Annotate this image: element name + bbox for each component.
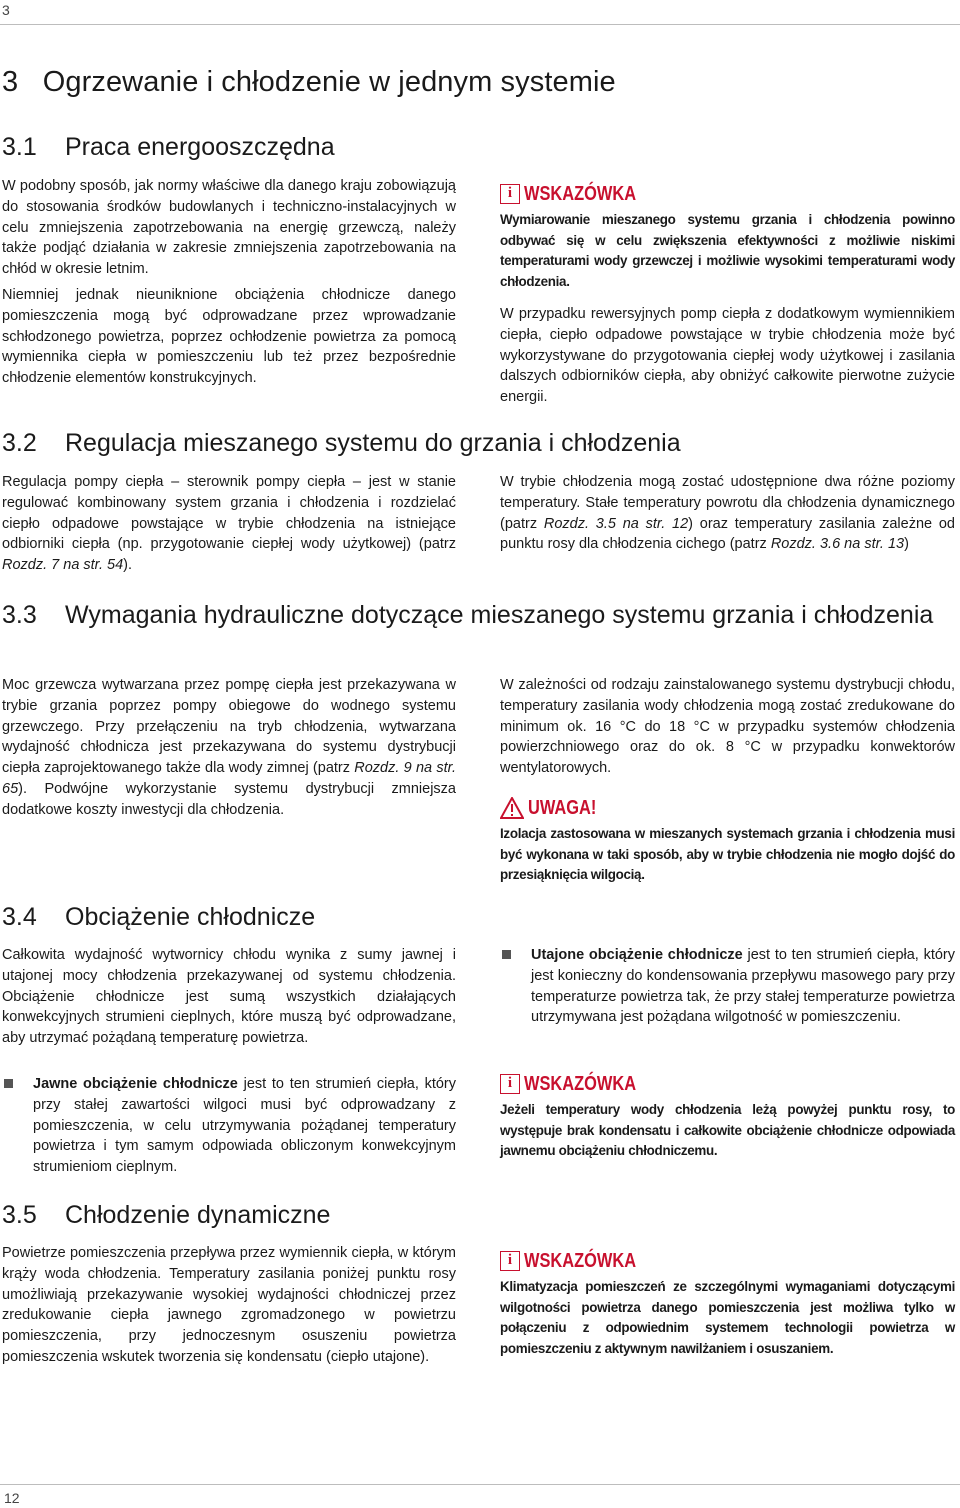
text: ): [904, 536, 909, 553]
s31-note: [500, 182, 955, 292]
list-item-text: [531, 945, 955, 1028]
section-3-2-heading: [2, 429, 681, 458]
text: jest to ten strumień ciepła, który jest konieczny do kondensowania przepływu masowego pary przy temperaturze powietrza tak, że przy stałej temperaturze powietrza utrzymywana jest pożądana wilgotność w pomieszczeniu.: [531, 947, 956, 1026]
text: ). Podwójne wykorzystanie systemu dystrybucji zmniejsza dodatkowe koszty inwestycji dla chłodzenia.: [2, 780, 456, 818]
cross-reference-link[interactable]: Rozdz. 3.6 na str. 13: [770, 536, 905, 553]
text: Regulacja pompy ciepła – sterownik pompy ciepła – jest w stanie regulować kombinowany system grzania i chłodzenia i rozdzielać ciepło odpadowe powstające w trybie chłodzenia na istniejące odbiorniki ciepła (np. przygotowanie ciepłej wody użytkowej) (patrz: [2, 474, 456, 553]
chapter-title: 3 Ogrzewanie i chłodzenie w jednym systemie: [2, 66, 616, 98]
note-title: WSKAZÓWKA: [524, 1249, 637, 1272]
section-number: 3.1: [2, 133, 37, 161]
s35-note: [500, 1249, 955, 1359]
s32-paragraph-2: [500, 472, 955, 555]
section-title: Chłodzenie dynamiczne: [65, 1201, 331, 1229]
section-3-1-heading: [2, 133, 335, 162]
footer-rule: [0, 1484, 960, 1485]
note-title: WSKAZÓWKA: [524, 1072, 637, 1095]
note-body: Jeżeli temperatury wody chłodzenia leżą powyżej punktu rosy, to występuje brak kondensatu i całkowite obciążenie chłodnicze odpowiada jawnemu obciążeniu chłodniczemu.: [500, 1102, 955, 1158]
s31-paragraph-2: Niemniej jednak nieuniknione obciążenia chłodnicze danego pomieszczenia mogą być odprowadzane przez wprowadzanie schłodzonego powietrza, poprzez ochłodzenie powietrza za pomocą wymiennika ciepła w pomieszczeniu lub też przez bezpośrednie chłodzenie elementów konstrukcyjnych.: [2, 287, 456, 387]
s33-paragraph-1: [2, 675, 456, 821]
text: ).: [123, 557, 133, 574]
s31-paragraph-3: W przypadku rewersyjnych pomp ciepła z dodatkowym wymiennikiem ciepła, ciepło odpadowe powstające w trybie chłodzenia może być wykorzystywane do przygotowania ciepłej wody użytkowej i zasilania dalszych odbiorników ciepła, aby obniżyć całkowite pierwotne zużycie energii.: [500, 306, 955, 406]
note-body: Wymiarowanie mieszanego systemu grzania i chłodzenia powinno odbywać się w celu zwiększenia efektywności z możliwie niskimi temperaturami wody grzewczej i możliwie wysokimi temperaturami wody chłodzenia.: [500, 212, 955, 289]
info-box-icon: i: [500, 1074, 520, 1094]
s33-paragraph-2: W zależności od rodzaju zainstalowanego systemu dystrybucji chłodu, temperatury zasilania wody chłodzenia mogą zostać zredukowane do minimum ok. 16 °C do 18 °C w przypadku systemów chłodzenia powierzchniowego oraz do ok. 8 °C w przypadku konwektorów wentylatorowych.: [500, 677, 955, 777]
section-3-3-heading: [2, 598, 952, 633]
section-number: 3.5: [2, 1201, 37, 1229]
square-bullet-icon: [4, 1079, 13, 1088]
section-number: 3.4: [2, 903, 37, 931]
cross-reference-link[interactable]: Rozdz. 9 na str. 65: [2, 760, 456, 797]
term: Utajone obciążenie chłodnicze: [531, 947, 743, 963]
warning-body: Izolacja zastosowana w mieszanych systemach grzania i chłodzenia musi być wykonana w taki sposób, aby w trybie chłodzenia nie mogło dojść do przesiąknięcia wilgocią.: [500, 826, 955, 882]
note-header: [500, 1249, 955, 1273]
page-number: 12: [4, 1490, 20, 1506]
text: Moc grzewcza wytwarzana przez pompę ciepła jest przekazywana w trybie grzania poprzez pompy obiegowe do wodnego systemu grzewczego. Przy przełączeniu na tryb chłodzenia, wytwarzana wydajność chłodnicza jest przekazywana do systemu dystrybucji ciepła zaprojektowanego także dla wody zimnej (patrz: [2, 677, 456, 777]
section-number: 3.2: [2, 429, 37, 457]
cross-reference-link[interactable]: Rozdz. 7 na str. 54: [2, 557, 124, 574]
list-item: [2, 1074, 456, 1178]
text: jest to ten strumień ciepła, który przy stałej zawartości wilgoci musi być odprowadzany z pomieszczenia, w celu utrzymywania pożądanej temperatury powietrza i tym samym odpowiada obliczonym konwekcyjnym strumieniom cieplnym.: [33, 1076, 456, 1176]
header-chapter-number: 3: [2, 2, 10, 18]
s34-paragraph-1: Całkowita wydajność wytwornicy chłodu wynika z sumy jawnej i utajonej mocy chłodzenia przekazywanej od systemu chłodzenia. Obciążenie chłodnicze jest sumą wszystkich działających konwekcyjnych strumieni cieplnych, które muszą być odprowadzane, aby utrzymać pożądaną temperaturę powietrza.: [2, 947, 456, 1047]
s31-paragraph-1: W podobny sposób, jak normy właściwe dla danego kraju zobowiązują do stosowania środków budowlanych i techniczno-instalacyjnych w celu zmniejszenia zapotrzebowania na energię grzewczą, należy także podjąć działania w zakresie zmniejszenia zapotrzebowania na chłód w okresie letnim.: [2, 178, 456, 278]
text: W trybie chłodzenia mogą zostać udostępnione dwa różne poziomy temperatury. Stałe temperatury powrotu dla chłodzenia dynamicznego (patrz: [500, 474, 955, 532]
s33-warning: [500, 796, 955, 886]
section-title: Praca energooszczędna: [65, 133, 335, 161]
s34-note: [500, 1072, 955, 1162]
square-bullet-icon: [502, 950, 511, 959]
warning-header: [500, 796, 955, 820]
section-number: 3.3: [2, 601, 37, 629]
section-title: Obciążenie chłodnicze: [65, 903, 316, 931]
note-title: WSKAZÓWKA: [524, 182, 637, 205]
note-header: [500, 182, 955, 206]
info-box-icon: i: [500, 184, 520, 204]
text: ) oraz temperatury zasilania zależne od punktu rosy dla chłodzenia cichego (patrz: [500, 515, 955, 553]
list-item: [500, 945, 955, 1028]
section-title: Wymagania hydrauliczne dotyczące mieszanego systemu grzania i chłodzenia: [65, 601, 934, 629]
note-body: Klimatyzacja pomieszczeń ze szczególnymi wymaganiami dotyczącymi wilgotności powietrza danego pomieszczenia jest możliwa tylko w połączeniu z odpowiednim systemem technologii powietrza w pomieszczeniu z aktywnym nawilżaniem i osuszaniem.: [500, 1279, 955, 1356]
header-rule: [0, 24, 960, 25]
info-box-icon: i: [500, 1251, 520, 1271]
section-3-5-heading: [2, 1201, 330, 1230]
list-item-text: [33, 1074, 456, 1178]
s35-paragraph-1: Powietrze pomieszczenia przepływa przez wymiennik ciepła, w którym krąży woda chłodzenia. Temperatury zasilania poniżej punktu rosy umożliwiają przekazywanie wysokiej wydajności chłodniczej przez zredukowanie ciepła jawnego zgromadzonego w powietrzu pomieszczenia, przy jednoczesnym osuszeniu powietrza pomieszczenia wskutek tworzenia się kondensatu (ciepło utajone).: [2, 1245, 456, 1365]
note-header: [500, 1072, 955, 1096]
warning-title: UWAGA!: [528, 796, 597, 819]
s32-paragraph-1: [2, 472, 456, 576]
warning-triangle-icon: [500, 797, 524, 819]
section-title: Regulacja mieszanego systemu do grzania i chłodzenia: [65, 429, 681, 457]
term: Jawne obciążenie chłodnicze: [33, 1076, 238, 1092]
cross-reference-link[interactable]: Rozdz. 3.5 na str. 12: [543, 515, 689, 532]
section-3-4-heading: [2, 903, 315, 932]
